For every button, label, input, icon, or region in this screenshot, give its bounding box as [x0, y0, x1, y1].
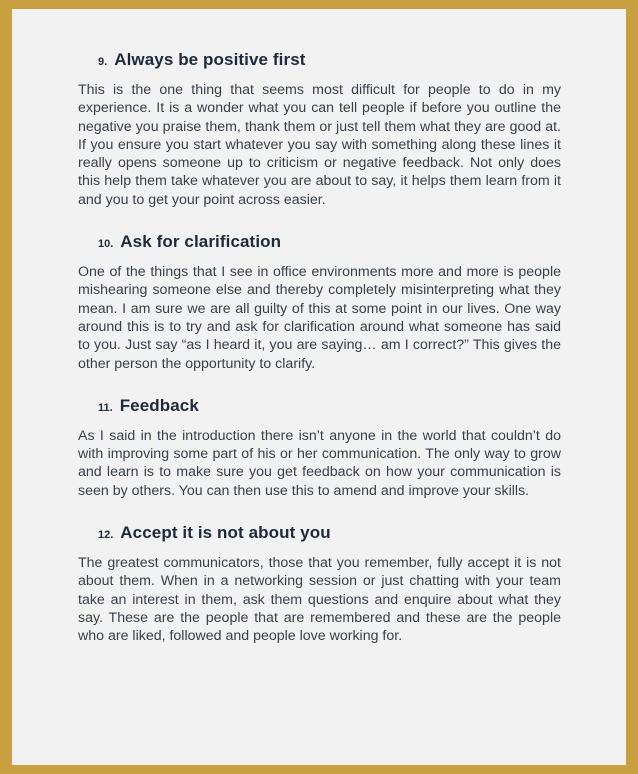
page-content — [78, 50, 561, 669]
section-heading — [98, 232, 561, 252]
section-title: Feedback — [119, 395, 199, 415]
section-heading — [98, 50, 561, 70]
section-heading — [98, 523, 561, 543]
tip-section-10 — [78, 232, 561, 373]
tip-section-9 — [78, 50, 561, 209]
section-title: Accept it is not about you — [120, 523, 331, 543]
section-body: This is the one thing that seems most difficult for people to do in my experience. It is a wonder what you can tell people if before you outline the negative you praise them, thank them or just tell them what they are good at. If you ensure you start whatever you say with something along these lines it really opens someone up to criticism or negative feedback. Not only does this help them take whatever you are about to say, it helps them learn from it and you to get your point across easier. — [78, 82, 561, 208]
section-body: The greatest communicators, those that you remember, fully accept it is not about them. When in a networking session or just chatting with your team take an interest in them, ask them questions and enquire about what they say. These are the people that are remembered and these are the people who are liked, followed and people love working for. — [78, 555, 561, 645]
section-number: 10. — [98, 238, 114, 251]
tip-section-12 — [78, 523, 561, 645]
section-body: As I said in the introduction there isn’t anyone in the world that couldn’t do with improving some part of his or her communication. The only way to grow and learn is to make sure you get feedback on how your communication is seen by others. You can then use this to amend and improve your skills. — [78, 427, 561, 499]
section-number: 11. — [98, 401, 113, 414]
section-heading — [98, 396, 561, 416]
section-title: Ask for clarification — [120, 232, 282, 252]
section-title: Always be positive first — [114, 50, 306, 69]
document-page — [12, 9, 626, 765]
section-number: 12. — [98, 529, 114, 542]
section-body: One of the things that I see in office environments more and more is people mishearing someone else and thereby completely misinterpreting what they mean. I am sure we are all guilty of this at some point in our lives. One way around this is to try and ask for clarification around what someone has said to you. Just say “as I heard it, you are saying… am I correct?” This gives the other person the opportunity to clarify. — [78, 264, 561, 372]
tip-section-11 — [78, 396, 561, 500]
section-number: 9. — [98, 56, 108, 68]
